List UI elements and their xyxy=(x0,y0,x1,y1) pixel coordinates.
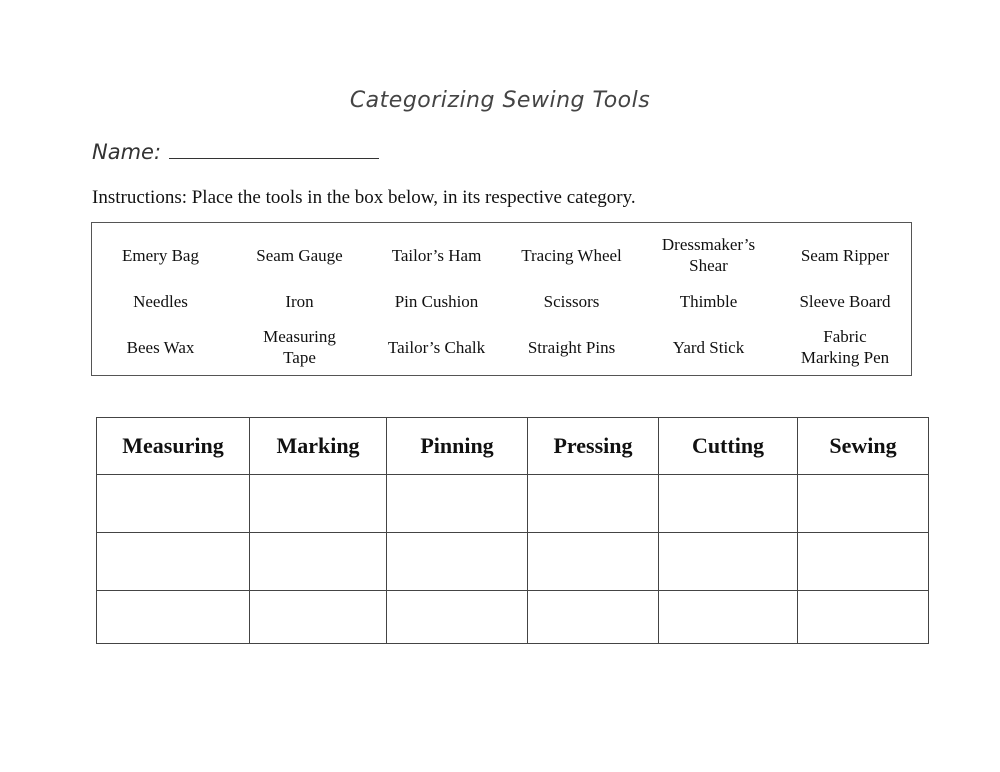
drop-cell-sewing[interactable] xyxy=(798,533,929,591)
tool-item[interactable]: Tracing Wheel xyxy=(521,245,622,265)
tool-item[interactable]: Scissors xyxy=(543,291,600,311)
drop-cell-measuring[interactable] xyxy=(97,591,250,644)
drop-cell-cutting[interactable] xyxy=(659,475,798,533)
tool-item[interactable]: Iron xyxy=(285,291,314,311)
tool-item[interactable]: Seam Ripper xyxy=(800,245,890,265)
category-header-measuring: Measuring xyxy=(97,418,250,475)
tool-item[interactable]: Sleeve Board xyxy=(799,291,891,311)
drop-cell-sewing[interactable] xyxy=(798,475,929,533)
tool-item[interactable]: Seam Gauge xyxy=(256,245,343,265)
name-label: Name: xyxy=(92,140,162,164)
category-table xyxy=(96,417,929,644)
drop-row xyxy=(97,475,929,533)
drop-cell-pinning[interactable] xyxy=(387,533,528,591)
drop-cell-measuring[interactable] xyxy=(97,533,250,591)
drop-cell-sewing[interactable] xyxy=(798,591,929,644)
tool-item[interactable]: Yard Stick xyxy=(672,337,745,357)
drop-cell-pressing[interactable] xyxy=(528,533,659,591)
category-header-pressing: Pressing xyxy=(528,418,659,475)
tool-bank xyxy=(91,222,912,376)
tool-item[interactable]: Dressmaker’s Shear xyxy=(661,235,756,275)
tool-item[interactable]: Tailor’s Chalk xyxy=(387,337,486,357)
tool-item[interactable]: Emery Bag xyxy=(122,245,199,265)
tool-item[interactable]: Thimble xyxy=(679,291,738,311)
tool-grid xyxy=(92,231,913,371)
drop-cell-marking[interactable] xyxy=(250,591,387,644)
name-blank-line[interactable] xyxy=(169,140,379,159)
instructions-text: Instructions: Place the tools in the box below, in its respective category. xyxy=(92,187,636,208)
drop-cell-pinning[interactable] xyxy=(387,475,528,533)
drop-cell-cutting[interactable] xyxy=(659,591,798,644)
category-header-cutting: Cutting xyxy=(659,418,798,475)
drop-cell-pinning[interactable] xyxy=(387,591,528,644)
drop-cell-cutting[interactable] xyxy=(659,533,798,591)
name-field xyxy=(92,140,379,164)
drop-cell-measuring[interactable] xyxy=(97,475,250,533)
category-header-marking: Marking xyxy=(250,418,387,475)
tool-item[interactable]: Fabric Marking Pen xyxy=(800,327,890,367)
category-header-sewing: Sewing xyxy=(798,418,929,475)
drop-row xyxy=(97,533,929,591)
category-header-pinning: Pinning xyxy=(387,418,528,475)
tool-item[interactable]: Tailor’s Ham xyxy=(391,245,482,265)
tool-item[interactable]: Bees Wax xyxy=(126,337,195,357)
drop-row xyxy=(97,591,929,644)
tool-item[interactable]: Pin Cushion xyxy=(394,291,479,311)
worksheet-title: Categorizing Sewing Tools xyxy=(349,88,651,113)
tool-item[interactable]: Straight Pins xyxy=(527,337,616,357)
tool-item[interactable]: Needles xyxy=(133,291,188,311)
drop-cell-marking[interactable] xyxy=(250,533,387,591)
tool-item[interactable]: Measuring Tape xyxy=(263,327,336,367)
drop-cell-marking[interactable] xyxy=(250,475,387,533)
drop-cell-pressing[interactable] xyxy=(528,591,659,644)
drop-cell-pressing[interactable] xyxy=(528,475,659,533)
category-header-row xyxy=(97,418,929,475)
